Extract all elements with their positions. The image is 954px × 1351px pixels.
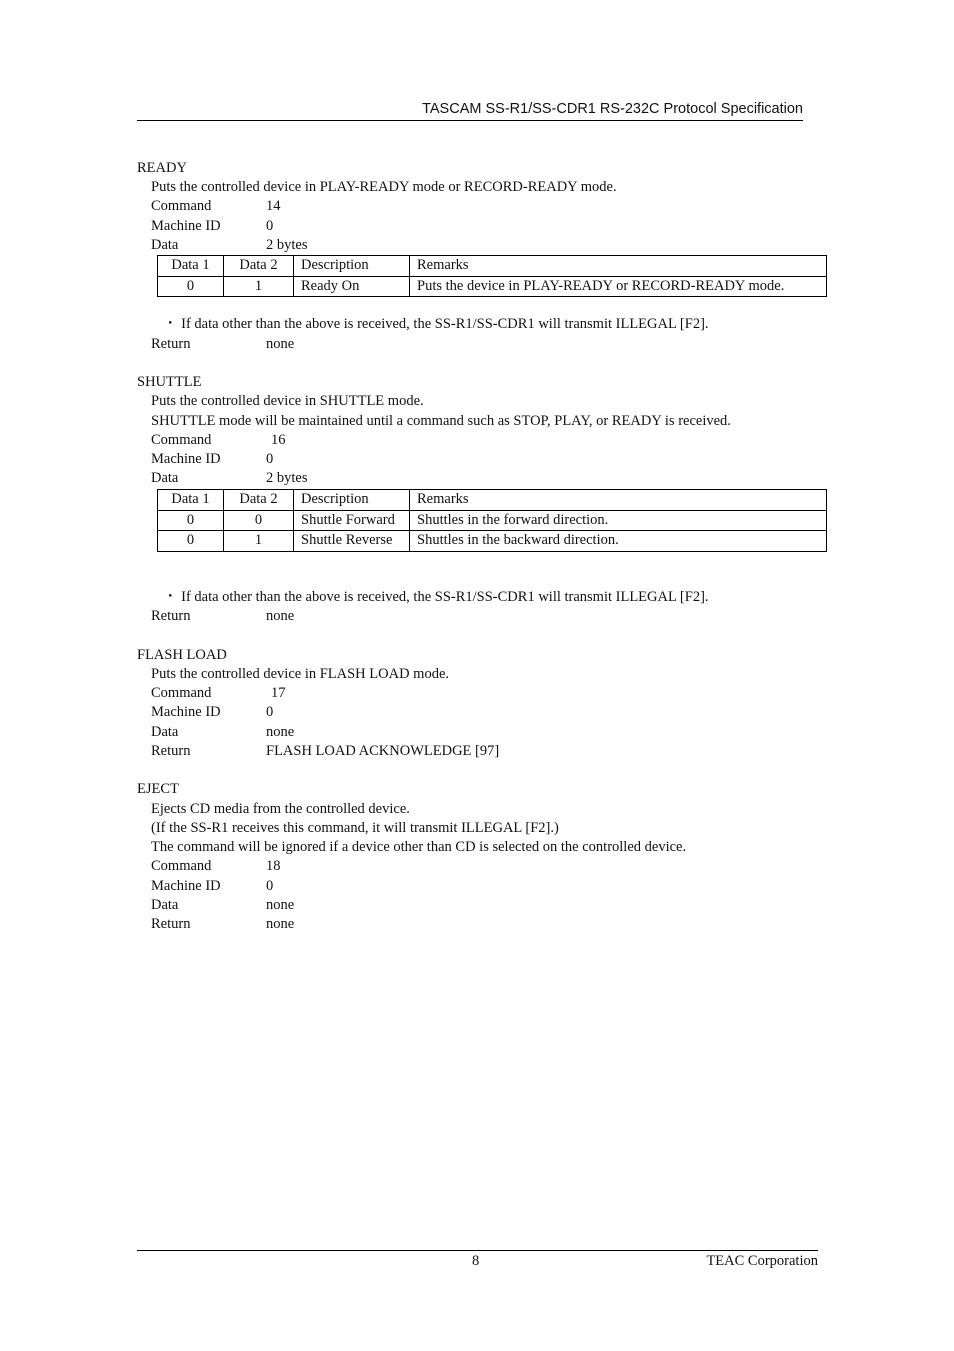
shuttle-command-value: 16: [271, 432, 286, 448]
table-header-cell: Description: [294, 256, 410, 277]
flash-load-return-row: [151, 742, 499, 761]
eject-return-label: Return: [151, 916, 191, 932]
table-row: [158, 510, 827, 531]
eject-data-row: [151, 896, 294, 915]
shuttle-return-label: Return: [151, 608, 191, 624]
eject-description-2: (If the SS-R1 receives this command, it will transmit ILLEGAL [F2].): [151, 820, 559, 836]
eject-machine-id-value: 0: [266, 878, 274, 894]
shuttle-data-row: [151, 469, 307, 488]
table-cell: 1: [224, 531, 294, 552]
ready-return-label: Return: [151, 336, 191, 352]
shuttle-machine-id-value: 0: [266, 451, 274, 467]
shuttle-return-row: [151, 607, 294, 626]
table-header-cell: Remarks: [410, 490, 827, 511]
flash-load-description: Puts the controlled device in FLASH LOAD mode.: [151, 666, 450, 682]
eject-machine-id-label: Machine ID: [151, 878, 221, 894]
table-header-row: [158, 490, 827, 511]
ready-data-label: Data: [151, 237, 179, 253]
ready-description: Puts the controlled device in PLAY-READY mode or RECORD-READY mode.: [151, 179, 617, 195]
ready-command-value: 14: [266, 198, 281, 214]
ready-command-label: Command: [151, 198, 212, 214]
header-divider: [137, 120, 803, 121]
shuttle-description-2: SHUTTLE mode will be maintained until a command such as STOP, PLAY, or READY is received.: [151, 413, 731, 429]
ready-return-value: none: [266, 336, 295, 352]
table-cell: Shuttle Forward: [294, 510, 410, 531]
footer-company: TEAC Corporation: [706, 1253, 818, 1269]
ready-return-row: [151, 335, 294, 354]
eject-description: Ejects CD media from the controlled device.: [151, 801, 410, 817]
eject-description-3: The command will be ignored if a device other than CD is selected on the controlled device.: [151, 839, 687, 855]
table-header-cell: Data 1: [158, 490, 224, 511]
shuttle-data-value: 2 bytes: [266, 470, 308, 486]
flash-load-command-row: [151, 684, 286, 703]
ready-machine-id-label: Machine ID: [151, 218, 221, 234]
eject-return-row: [151, 915, 294, 934]
eject-data-label: Data: [151, 897, 179, 913]
ready-machine-id-row: [151, 217, 273, 236]
ready-section-title: READY: [137, 160, 187, 176]
table-header-cell: Remarks: [410, 256, 827, 277]
ready-note: ・ If data other than the above is received, the SS-R1/SS-CDR1 will transmit ILLEGAL [F2].: [163, 316, 709, 332]
ready-data-table: [157, 255, 827, 297]
table-cell: 1: [224, 276, 294, 297]
table-header-cell: Description: [294, 490, 410, 511]
eject-data-value: none: [266, 897, 295, 913]
table-cell: Shuttles in the backward direction.: [410, 531, 827, 552]
flash-load-return-label: Return: [151, 743, 191, 759]
flash-load-machine-id-row: [151, 703, 273, 722]
shuttle-machine-id-row: [151, 450, 273, 469]
table-cell: Shuttle Reverse: [294, 531, 410, 552]
table-cell: 0: [224, 510, 294, 531]
flash-load-data-label: Data: [151, 724, 179, 740]
shuttle-machine-id-label: Machine ID: [151, 451, 221, 467]
shuttle-command-label: Command: [151, 432, 212, 448]
shuttle-command-row: [151, 431, 286, 450]
ready-data-value: 2 bytes: [266, 237, 308, 253]
eject-return-value: none: [266, 916, 295, 932]
footer-divider: [137, 1250, 818, 1251]
flash-load-command-label: Command: [151, 685, 212, 701]
shuttle-data-label: Data: [151, 470, 179, 486]
table-cell: 0: [158, 531, 224, 552]
flash-load-data-row: [151, 723, 294, 742]
table-cell: 0: [158, 276, 224, 297]
eject-command-row: [151, 857, 281, 876]
table-header-cell: Data 2: [224, 490, 294, 511]
shuttle-return-value: none: [266, 608, 295, 624]
shuttle-description: Puts the controlled device in SHUTTLE mode.: [151, 393, 424, 409]
ready-machine-id-value: 0: [266, 218, 274, 234]
table-row: [158, 276, 827, 297]
flash-load-machine-id-value: 0: [266, 704, 274, 720]
table-cell: Ready On: [294, 276, 410, 297]
eject-section-title: EJECT: [137, 781, 179, 797]
flash-load-machine-id-label: Machine ID: [151, 704, 221, 720]
flash-load-data-value: none: [266, 724, 295, 740]
page-header-title: TASCAM SS-R1/SS-CDR1 RS-232C Protocol Specification: [422, 101, 803, 117]
eject-command-label: Command: [151, 858, 212, 874]
table-header-cell: Data 2: [224, 256, 294, 277]
eject-machine-id-row: [151, 877, 273, 896]
ready-command-row: [151, 197, 281, 216]
table-cell: 0: [158, 510, 224, 531]
flash-load-command-value: 17: [271, 685, 286, 701]
table-cell: Puts the device in PLAY-READY or RECORD-READY mode.: [410, 276, 827, 297]
shuttle-data-table: [157, 489, 827, 552]
shuttle-section-title: SHUTTLE: [137, 374, 202, 390]
flash-load-return-value: FLASH LOAD ACKNOWLEDGE [97]: [266, 743, 500, 759]
eject-command-value: 18: [266, 858, 281, 874]
page-number: 8: [472, 1253, 480, 1269]
table-row: [158, 531, 827, 552]
table-header-row: [158, 256, 827, 277]
flash-load-section-title: FLASH LOAD: [137, 647, 227, 663]
shuttle-note: ・ If data other than the above is received, the SS-R1/SS-CDR1 will transmit ILLEGAL [F2].: [163, 589, 709, 605]
table-cell: Shuttles in the forward direction.: [410, 510, 827, 531]
ready-data-row: [151, 236, 307, 255]
table-header-cell: Data 1: [158, 256, 224, 277]
